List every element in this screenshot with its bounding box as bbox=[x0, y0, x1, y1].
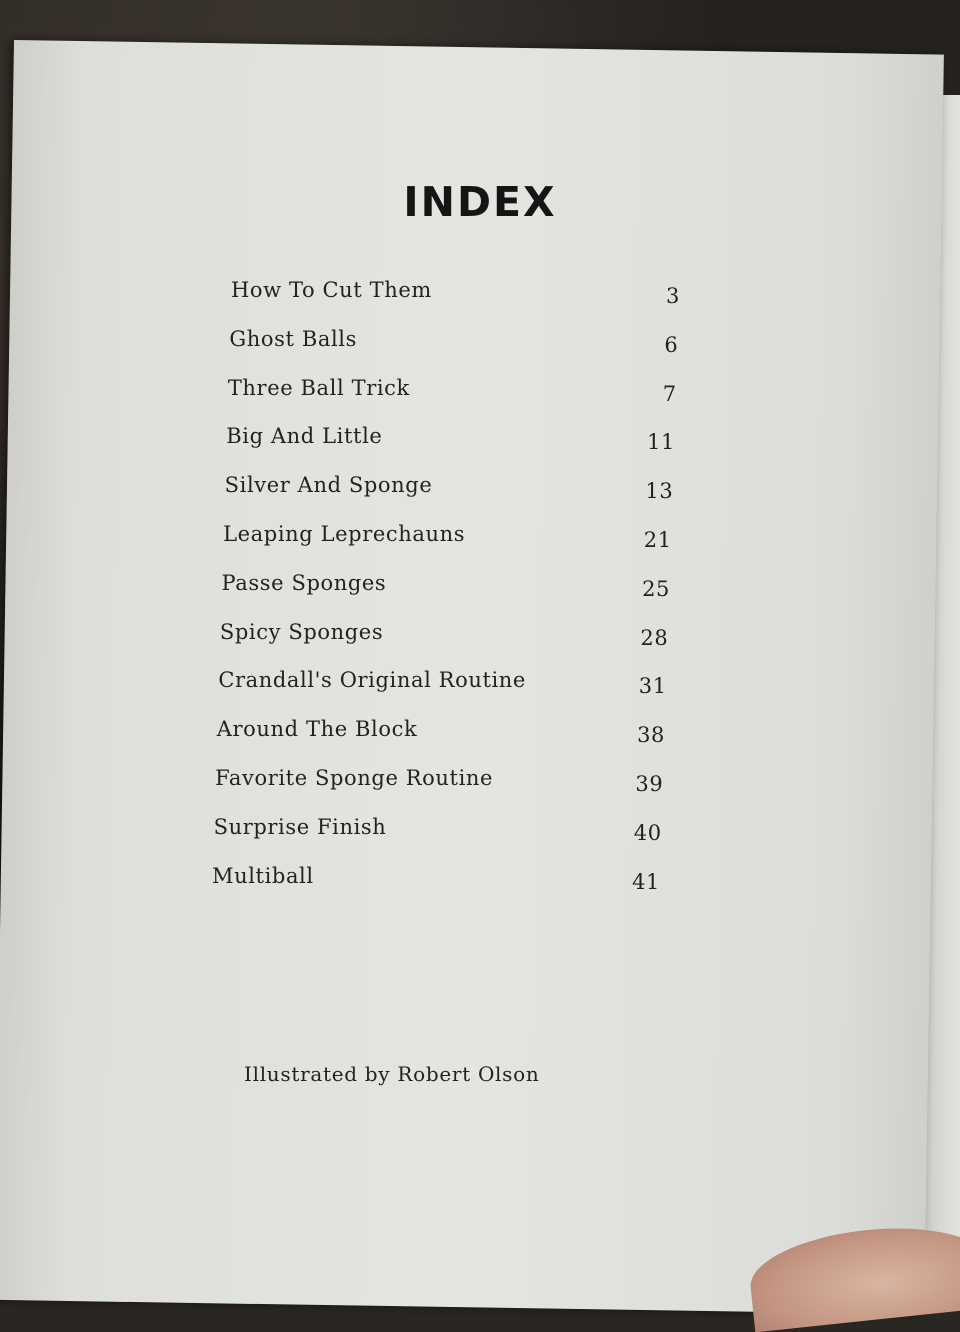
index-entry-title: Ghost Balls bbox=[229, 326, 358, 351]
index-entry-title: Around The Block bbox=[216, 717, 418, 742]
index-entry-title: Three Ball Trick bbox=[227, 375, 410, 400]
index-entry-title: Crandall's Original Routine bbox=[218, 668, 526, 693]
index-entry-page: 13 bbox=[645, 479, 674, 504]
index-entry-title: Surprise Finish bbox=[213, 814, 387, 839]
index-entry-title: Multiball bbox=[212, 863, 314, 888]
index-entry-title: Leaping Leprechauns bbox=[223, 522, 466, 546]
index-entry-title: Silver And Sponge bbox=[224, 473, 433, 498]
index-entry-page: 3 bbox=[666, 284, 680, 308]
index-entry-page: 6 bbox=[664, 332, 679, 357]
index-heading: INDEX bbox=[403, 178, 557, 226]
index-entry-page: 28 bbox=[640, 625, 669, 650]
index-entry-title: Spicy Sponges bbox=[219, 619, 384, 644]
index-entry-page: 38 bbox=[637, 723, 665, 748]
index-entry-page: 7 bbox=[662, 381, 677, 406]
index-entry-title: Passe Sponges bbox=[221, 570, 387, 595]
index-entry-page: 21 bbox=[643, 528, 672, 552]
index-entry-page: 41 bbox=[632, 869, 660, 894]
index-entry-title: Favorite Sponge Routine bbox=[215, 766, 494, 790]
index-entry-page: 39 bbox=[635, 772, 664, 796]
index-entry-page: 25 bbox=[642, 576, 670, 601]
index-entry-page: 31 bbox=[638, 674, 667, 699]
index-entry-title: Big And Little bbox=[226, 424, 383, 449]
index-entry-page: 40 bbox=[633, 820, 662, 845]
index-entry-page: 11 bbox=[647, 430, 675, 455]
illustrator-credit: Illustrated by Robert Olson bbox=[244, 1062, 540, 1086]
index-entry-title: How To Cut Them bbox=[231, 278, 432, 302]
